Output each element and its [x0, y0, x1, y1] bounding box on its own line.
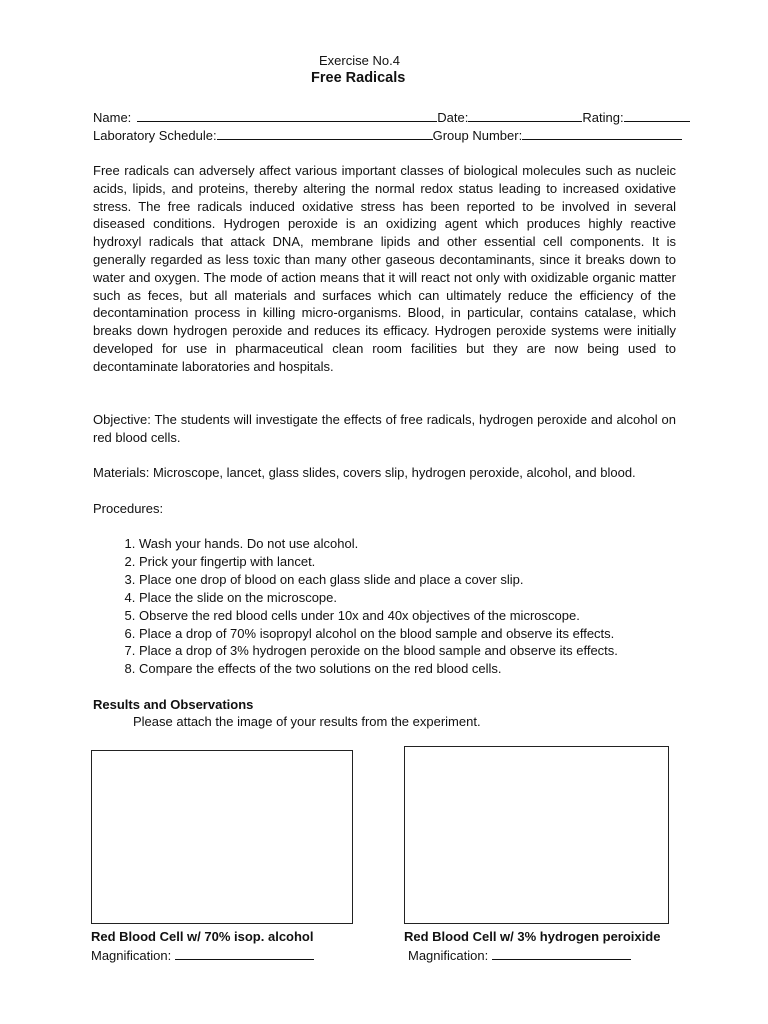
magnification-label: Magnification: — [408, 948, 489, 963]
results-heading: Results and Observations — [93, 697, 254, 712]
peroxide-magnification-field[interactable] — [492, 946, 631, 960]
procedure-item: 3. Place one drop of blood on each glass slide and place a cover slip. — [139, 571, 739, 589]
procedures-heading: Procedures: — [93, 501, 164, 516]
date-field[interactable] — [468, 108, 582, 122]
procedure-item: 6. Place a drop of 70% isopropyl alcohol on the blood sample and observe its effects. — [139, 625, 739, 643]
name-row — [93, 108, 690, 127]
group-field[interactable] — [522, 126, 682, 140]
name-label: Name: — [93, 110, 132, 125]
procedure-item: 2. Prick your fingertip with lancet. — [139, 553, 739, 571]
group-label: Group Number: — [432, 128, 523, 143]
procedure-item: 5. Observe the red blood cells under 10x and 40x objectives of the microscope. — [139, 607, 739, 625]
schedule-field[interactable] — [217, 126, 433, 140]
peroxide-result-image-box[interactable] — [404, 746, 669, 924]
rating-field[interactable] — [624, 108, 690, 122]
schedule-row — [93, 126, 682, 145]
peroxide-magnification-row — [408, 946, 631, 965]
alcohol-magnification-row — [91, 946, 314, 965]
name-field[interactable] — [137, 108, 437, 122]
peroxide-caption: Red Blood Cell w/ 3% hydrogen peroixide — [404, 929, 661, 944]
materials-paragraph: Materials: Microscope, lancet, glass slides, covers slip, hydrogen peroxide, alcohol, and blood. — [93, 465, 636, 480]
alcohol-result-image-box[interactable] — [91, 750, 353, 924]
exercise-number: Exercise No.4 — [319, 53, 400, 68]
page-title: Free Radicals — [311, 70, 406, 86]
alcohol-caption: Red Blood Cell w/ 70% isop. alcohol — [91, 929, 314, 944]
intro-paragraph: Free radicals can adversely affect various important classes of biological molecules such as nucleic acids, lipids, and proteins, thereby altering the normal redox status leading to increased oxidative stress. The free radicals induced oxidative stress has been reported to be involved in several diseased conditions. Hydrogen peroxide is an oxidizing agent which produces highly reactive hydroxyl radicals that attack DNA, membrane lipids and other essential cell components. It is generally regarded as less toxic than many other gaseous decontaminants, since it breaks down to water and oxygen. The mode of action means that it will react not only with oxidizable organic matter such as feces, but all materials and surfaces which can ultimately reduce the efficiency of the decontamination process in killing micro-organisms. Blood, in particular, contains catalase, which breaks down hydrogen peroxide and reduces its efficacy. Hydrogen peroxide systems were initially developed for use in pharmaceutical clean room facilities but they are now being used to decontaminate laboratories and hospitals. — [93, 163, 676, 374]
date-label: Date: — [437, 110, 469, 125]
procedure-item: 1. Wash your hands. Do not use alcohol. — [139, 535, 739, 553]
procedure-item: 4. Place the slide on the microscope. — [139, 589, 739, 607]
procedure-item: 7. Place a drop of 3% hydrogen peroxide on the blood sample and observe its effects. — [139, 642, 739, 660]
procedures-list — [93, 535, 739, 678]
objective-paragraph: Objective: The students will investigate the effects of free radicals, hydrogen peroxide and alcohol on red blood cells. — [93, 412, 676, 445]
magnification-label: Magnification: — [91, 948, 172, 963]
procedure-item: 8. Compare the effects of the two solutions on the red blood cells. — [139, 660, 739, 678]
alcohol-magnification-field[interactable] — [175, 946, 314, 960]
schedule-label: Laboratory Schedule: — [93, 128, 217, 143]
results-instruction: Please attach the image of your results from the experiment. — [133, 714, 481, 729]
rating-label: Rating: — [582, 110, 624, 125]
